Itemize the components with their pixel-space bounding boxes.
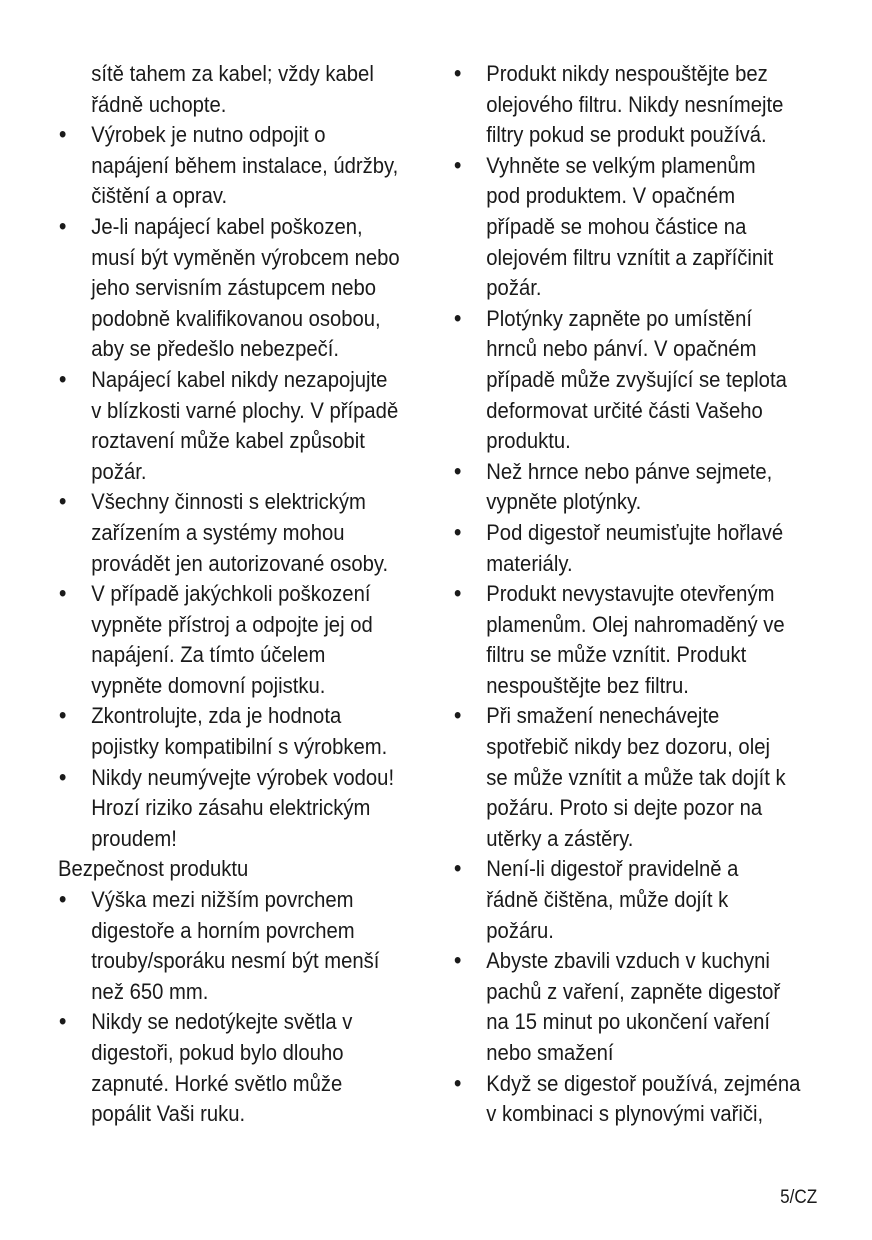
section-heading bbox=[58, 854, 430, 885]
text-line: jeho servisním zástupcem nebo bbox=[91, 275, 377, 301]
text-line: v kombinaci s plynovými vařiči, bbox=[486, 1101, 764, 1127]
text-line: • Napájecí kabel nikdy nezapojujte bbox=[58, 365, 393, 396]
text-line: aby se předešlo nebezpečí. bbox=[91, 336, 339, 362]
bullet-item bbox=[453, 518, 823, 579]
text-line: • Když se digestoř používá, zejména bbox=[453, 1069, 786, 1100]
text-line: Bezpečnost produktu bbox=[58, 856, 249, 882]
bullet-item bbox=[453, 151, 823, 304]
text-line: filtru se může vznítit. Produkt bbox=[486, 642, 747, 668]
text-line: • Je-li napájecí kabel poškozen, bbox=[58, 212, 393, 243]
page-number: 5/CZ bbox=[779, 1187, 817, 1208]
text-line: zapnuté. Horké světlo může bbox=[91, 1070, 343, 1096]
text-line: sítě tahem za kabel; vždy kabel bbox=[91, 61, 374, 86]
text-line: se může vznítit a může tak dojít k bbox=[486, 764, 786, 790]
text-line: • Všechny činnosti s elektrickým bbox=[58, 487, 393, 518]
text-line: olejovém filtru vznítit a zapříčinit bbox=[486, 244, 774, 270]
text-line: čištění a oprav. bbox=[91, 183, 228, 209]
text-line: • Než hrnce nebo pánve sejmete, bbox=[453, 457, 786, 488]
text-line: • Vyhněte se velkým plamenům bbox=[453, 151, 786, 182]
bullet-item bbox=[58, 885, 430, 1007]
text-line: Hrozí riziko zásahu elektrickým bbox=[91, 795, 371, 821]
text-line: roztavení může kabel způsobit bbox=[91, 428, 365, 454]
text-line: případě se mohou částice na bbox=[486, 213, 747, 239]
bullet-item bbox=[453, 457, 823, 518]
text-line: v blízkosti varné plochy. V případě bbox=[91, 397, 399, 423]
text-line: vypněte domovní pojistku. bbox=[91, 672, 326, 698]
bullet-item bbox=[58, 487, 430, 579]
text-line: • Při smažení nenechávejte bbox=[453, 701, 786, 732]
bullet-item bbox=[453, 701, 823, 854]
text-line: • Nikdy neumývejte výrobek vodou! bbox=[58, 763, 393, 794]
text-line: deformovat určité části Vašeho bbox=[486, 397, 763, 423]
text-line: proudem! bbox=[91, 825, 177, 851]
right-column bbox=[453, 59, 823, 1130]
bullet-item bbox=[58, 579, 430, 701]
text-line: napájení. Za tímto účelem bbox=[91, 642, 326, 668]
text-line: materiály. bbox=[486, 550, 573, 576]
text-line: • Zkontrolujte, zda je hodnota bbox=[58, 701, 393, 732]
bullet-item bbox=[453, 854, 823, 946]
text-line: • Produkt nevystavujte otevřeným bbox=[453, 579, 786, 610]
bullet-item bbox=[453, 304, 823, 457]
text-line: • V případě jakýchkoli poškození bbox=[58, 579, 393, 610]
text-line: nespouštějte bez filtru. bbox=[486, 672, 689, 698]
text-line: napájení během instalace, údržby, bbox=[91, 152, 399, 178]
text-line: požáru. Proto si dejte pozor na bbox=[486, 795, 763, 821]
text-line: než 650 mm. bbox=[91, 978, 209, 1004]
text-line: • Abyste zbavili vzduch v kuchyni bbox=[453, 946, 786, 977]
bullet-item bbox=[58, 120, 430, 212]
text-line: digestoři, pokud bylo dlouho bbox=[91, 1040, 344, 1065]
bullet-item bbox=[58, 365, 430, 487]
text-line: pachů z vaření, zapněte digestoř bbox=[486, 978, 781, 1004]
text-line: vypněte plotýnky. bbox=[486, 489, 642, 515]
bullet-item bbox=[453, 59, 823, 151]
text-line: spotřebič nikdy bez dozoru, olej bbox=[486, 734, 770, 760]
text-line: filtry pokud se produkt používá. bbox=[486, 122, 767, 148]
text-line: pod produktem. V opačném bbox=[486, 183, 736, 209]
text-line: popálit Vaši ruku. bbox=[91, 1101, 246, 1127]
text-line: případě může zvyšující se teplota bbox=[486, 366, 787, 392]
text-line: požáru. bbox=[486, 917, 554, 943]
text-line: požár. bbox=[91, 458, 147, 484]
text-line: • Pod digestoř neumisťujte hořlavé bbox=[453, 518, 786, 549]
text-line: • Plotýnky zapněte po umístění bbox=[453, 304, 786, 335]
bullet-item bbox=[58, 1007, 430, 1129]
text-line: digestoře a horním povrchem bbox=[91, 917, 355, 943]
text-line: vypněte přístroj a odpojte jej od bbox=[91, 611, 373, 637]
text-line: plamenům. Olej nahromaděný ve bbox=[486, 611, 785, 637]
text-line: hrnců nebo pánví. V opačném bbox=[486, 336, 757, 362]
text-line: • Není-li digestoř pravidelně a bbox=[453, 854, 786, 885]
text-line: olejového filtru. Nikdy nesnímejte bbox=[486, 91, 784, 117]
bullet-item bbox=[453, 946, 823, 1068]
text-line: požár. bbox=[486, 275, 542, 301]
text-line: musí být vyměněn výrobcem nebo bbox=[91, 244, 400, 270]
text-line: řádně čištěna, může dojít k bbox=[486, 887, 729, 913]
text-line: • Výrobek je nutno odpojit o bbox=[58, 120, 393, 151]
text-line: • Nikdy se nedotýkejte světla v bbox=[58, 1007, 393, 1038]
left-column bbox=[58, 59, 430, 1130]
bullet-item bbox=[453, 1069, 823, 1130]
bullet-item bbox=[58, 763, 430, 855]
text-line: podobně kvalifikovanou osobou, bbox=[91, 305, 381, 331]
text-line: řádně uchopte. bbox=[91, 91, 227, 117]
text-line: na 15 minut po ukončení vaření bbox=[486, 1009, 770, 1035]
text-line: zařízením a systémy mohou bbox=[91, 519, 345, 545]
continued-text bbox=[58, 59, 430, 120]
bullet-item bbox=[58, 701, 430, 762]
text-line: • Produkt nikdy nespouštějte bez bbox=[453, 59, 786, 90]
text-line: • Výška mezi nižším povrchem bbox=[58, 885, 393, 916]
text-line: provádět jen autorizované osoby. bbox=[91, 550, 389, 576]
text-line: pojistky kompatibilní s výrobkem. bbox=[91, 734, 388, 760]
text-line: produktu. bbox=[486, 428, 571, 454]
text-line: nebo smažení bbox=[486, 1040, 614, 1065]
bullet-item bbox=[58, 212, 430, 365]
text-line: utěrky a zástěry. bbox=[486, 825, 634, 851]
text-line: trouby/sporáku nesmí být menší bbox=[91, 948, 380, 974]
bullet-item bbox=[453, 579, 823, 701]
